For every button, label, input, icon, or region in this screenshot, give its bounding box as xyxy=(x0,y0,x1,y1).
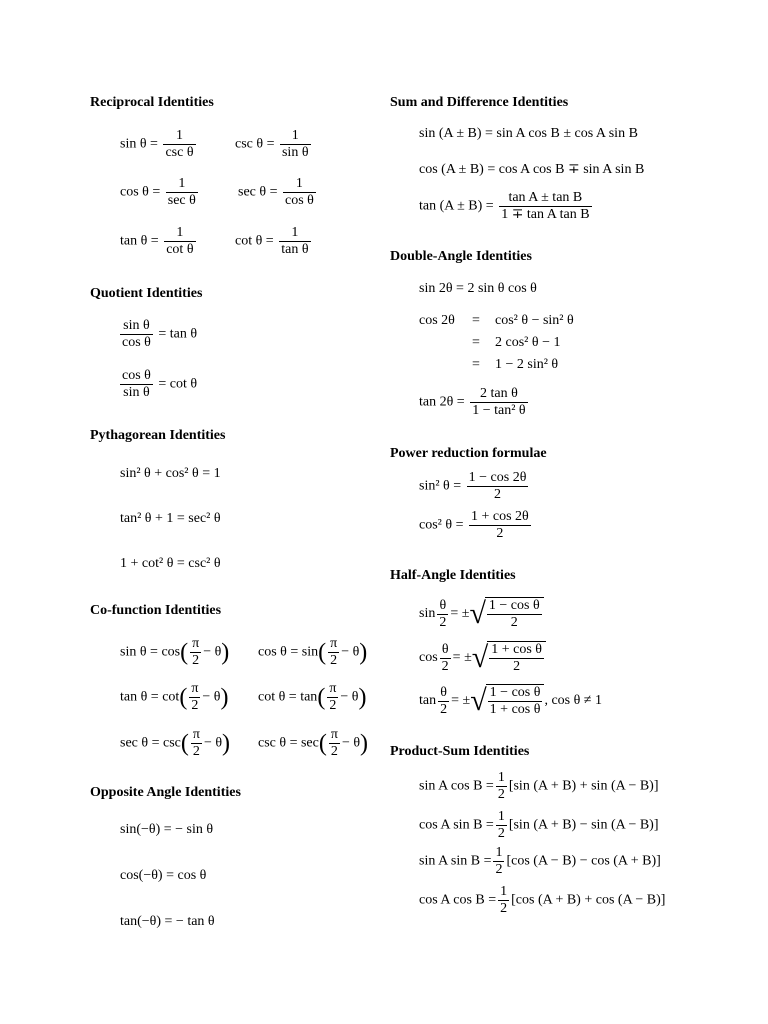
radicand xyxy=(485,597,544,631)
half-cos xyxy=(419,641,546,675)
frac-num: θ xyxy=(439,597,447,613)
paren-open: ( xyxy=(317,684,326,711)
paren-close: ) xyxy=(359,639,368,666)
cofunction-row-1-right xyxy=(258,636,367,669)
eq-lhs: sin θ = cos xyxy=(120,644,181,660)
paren-open: ( xyxy=(180,639,189,666)
pythagorean-row-2: tan² θ + 1 = sec² θ xyxy=(120,511,221,526)
frac-den: 2 xyxy=(190,652,201,669)
frac-den: 1 − tan² θ xyxy=(472,403,526,418)
eq-lhs: cos θ = sin xyxy=(258,644,319,660)
paren-open: ( xyxy=(179,684,188,711)
fraction xyxy=(280,128,311,161)
power-row-2 xyxy=(419,509,533,542)
frac-num: 1 + cos 2θ xyxy=(470,509,529,524)
frac-num: π xyxy=(192,636,200,651)
frac-num: 1 xyxy=(497,809,505,824)
frac-den: 2 xyxy=(500,901,508,916)
frac-num: π xyxy=(330,636,338,651)
double-cos-lhs: cos 2θ xyxy=(419,313,455,328)
frac-num: 1 xyxy=(176,225,184,240)
frac-den: 2 xyxy=(189,697,200,714)
minus-theta: − θ xyxy=(341,735,361,751)
radical xyxy=(472,641,546,675)
pm-sign: = ± xyxy=(450,606,470,622)
double-eq-3: = xyxy=(472,357,480,372)
half-tan xyxy=(419,684,602,718)
eq-lhs: cot θ = tan xyxy=(258,689,318,705)
paren-open: ( xyxy=(180,730,189,757)
frac-num: 1 xyxy=(178,176,186,191)
fraction xyxy=(438,685,449,718)
fn-name: sin xyxy=(419,606,436,622)
fraction xyxy=(499,190,591,223)
product-row-3 xyxy=(419,845,661,878)
frac-den: tan θ xyxy=(281,242,309,257)
paren-open: ( xyxy=(318,730,327,757)
fraction xyxy=(437,598,448,631)
reciprocal-row-2-right xyxy=(238,176,318,209)
section-title-product: Product-Sum Identities xyxy=(390,744,530,759)
frac-den: 2 xyxy=(191,743,202,760)
section-title-sumdiff: Sum and Difference Identities xyxy=(390,95,569,110)
frac-num: cos θ xyxy=(122,368,151,383)
fn-name: tan xyxy=(419,693,437,709)
frac-num: π xyxy=(329,681,337,696)
section-title-half: Half-Angle Identities xyxy=(390,568,516,583)
eq-lhs: cos A cos B = xyxy=(419,892,497,908)
eq-lhs: sin A sin B = xyxy=(419,853,492,869)
minus-theta: − θ xyxy=(202,689,221,705)
condition: , cos θ ≠ 1 xyxy=(544,693,602,709)
eq-rhs: = tan θ xyxy=(158,326,198,342)
frac-num: 1 − cos θ xyxy=(488,598,540,613)
radical xyxy=(469,597,543,631)
pm-sign: = ± xyxy=(451,693,471,709)
pythagorean-row-3: 1 + cot² θ = csc² θ xyxy=(120,556,221,571)
paren-close: ) xyxy=(220,684,229,711)
frac-den: 1 ∓ tan A tan B xyxy=(501,207,590,222)
frac-num: θ xyxy=(440,684,447,700)
frac-num: sin θ xyxy=(123,318,150,333)
fraction xyxy=(164,225,195,258)
eq-rhs: [sin (A + B) − sin (A − B)] xyxy=(508,817,659,833)
double-cos-row-3: 1 − 2 sin² θ xyxy=(495,357,559,372)
fraction xyxy=(493,845,504,878)
section-title-reciprocal: Reciprocal Identities xyxy=(90,95,214,110)
sqrt-icon: √ xyxy=(469,597,486,630)
radicand xyxy=(486,684,545,718)
frac-den: 2 xyxy=(439,614,447,630)
frac-den: sec θ xyxy=(167,193,196,208)
double-tan xyxy=(419,386,530,419)
quotient-row-1 xyxy=(118,318,197,351)
frac-den: cos θ xyxy=(122,335,151,350)
frac-num: 1 xyxy=(500,884,508,899)
fraction xyxy=(440,642,451,675)
product-row-2 xyxy=(419,809,659,842)
frac-den: 2 xyxy=(497,787,505,802)
frac-num: 1 − cos θ xyxy=(489,685,541,700)
fraction xyxy=(190,636,201,669)
fraction xyxy=(279,225,310,258)
fraction xyxy=(163,128,195,161)
sqrt-icon: √ xyxy=(470,684,487,717)
paren-open: ( xyxy=(318,639,327,666)
paren-close: ) xyxy=(222,730,231,757)
paren-close: ) xyxy=(360,730,369,757)
frac-den: 2 xyxy=(467,486,529,503)
quotient-row-2 xyxy=(118,368,197,401)
fraction xyxy=(327,681,338,714)
eq-lhs: sin² θ = xyxy=(419,478,462,494)
reciprocal-row-1-left xyxy=(120,128,198,161)
frac-den: 2 xyxy=(327,697,338,714)
fraction xyxy=(166,176,198,209)
fraction xyxy=(498,884,509,917)
radicand xyxy=(487,641,546,675)
eq-lhs: cos² θ = xyxy=(419,517,464,533)
minus-theta: − θ xyxy=(203,735,223,751)
fn-name: cos xyxy=(419,650,438,666)
double-cos-row-2: 2 cos² θ − 1 xyxy=(495,335,561,350)
frac-den: 2 xyxy=(328,652,339,669)
section-title-power: Power reduction formulae xyxy=(390,446,547,461)
fraction xyxy=(283,176,316,209)
opposite-row-1: sin(−θ) = − sin θ xyxy=(120,822,214,837)
frac-den: 2 xyxy=(329,743,340,760)
cofunction-row-3-right xyxy=(258,727,368,760)
frac-num: θ xyxy=(441,641,449,657)
frac-num: 1 + cos θ xyxy=(491,642,542,657)
opposite-row-2: cos(−θ) = cos θ xyxy=(120,868,207,883)
fraction xyxy=(469,509,531,542)
fraction xyxy=(329,727,340,760)
power-row-1 xyxy=(419,470,530,503)
cofunction-row-2-right xyxy=(258,681,367,714)
frac-den: 2 xyxy=(469,525,531,542)
paren-close: ) xyxy=(221,639,230,666)
frac-den: sin θ xyxy=(120,384,153,401)
eq-lhs: sin A cos B = xyxy=(419,778,494,794)
frac-num: 1 xyxy=(495,845,503,860)
frac-den: 2 xyxy=(440,701,448,717)
frac-num: 1 xyxy=(291,225,299,240)
frac-den: csc θ xyxy=(165,145,194,160)
frac-num: π xyxy=(191,681,199,696)
frac-den: 2 xyxy=(441,658,449,674)
frac-num: 2 tan θ xyxy=(480,386,518,401)
fraction xyxy=(489,642,544,675)
reciprocal-row-3-right xyxy=(235,225,313,258)
eq-lhs: sec θ = xyxy=(238,184,278,200)
frac-den: 2 xyxy=(495,862,503,877)
cofunction-row-1-left xyxy=(120,636,229,669)
minus-theta: − θ xyxy=(203,644,222,660)
sumdiff-cos: cos (A ± B) = cos A cos B ∓ sin A sin B xyxy=(419,162,645,177)
fraction xyxy=(470,386,527,419)
fraction xyxy=(120,318,153,351)
reciprocal-row-1-right xyxy=(235,128,313,161)
eq-lhs: sin θ = xyxy=(120,136,158,152)
product-row-4 xyxy=(419,884,665,917)
eq-lhs: tan 2θ = xyxy=(419,394,465,410)
eq-lhs: cos θ = xyxy=(120,184,161,200)
eq-rhs: [cos (A + B) + cos (A − B)] xyxy=(511,892,666,908)
cofunction-row-3-left xyxy=(120,727,230,760)
frac-num: 1 xyxy=(176,128,183,143)
frac-num: 1 − cos 2θ xyxy=(468,470,527,485)
frac-num: 1 xyxy=(295,176,303,191)
fraction xyxy=(328,636,339,669)
section-title-quotient: Quotient Identities xyxy=(90,286,203,301)
fraction xyxy=(189,681,200,714)
double-eq-2: = xyxy=(472,335,480,350)
sumdiff-sin: sin (A ± B) = sin A cos B ± cos A sin B xyxy=(419,126,638,141)
frac-den: 2 xyxy=(487,614,542,631)
paren-close: ) xyxy=(358,684,367,711)
frac-num: 1 xyxy=(291,128,299,143)
frac-num: π xyxy=(330,727,338,742)
product-row-1 xyxy=(419,770,659,803)
minus-theta: − θ xyxy=(341,644,360,660)
reciprocal-row-2-left xyxy=(120,176,200,209)
frac-den: cot θ xyxy=(166,242,194,257)
fraction xyxy=(488,685,543,718)
fraction xyxy=(496,809,507,842)
frac-num: tan A ± tan B xyxy=(508,190,583,205)
double-eq-1: = xyxy=(472,313,480,328)
frac-den: 1 + cos θ xyxy=(489,702,541,717)
opposite-row-3: tan(−θ) = − tan θ xyxy=(120,914,215,929)
eq-lhs: cot θ = xyxy=(235,233,274,249)
minus-theta: − θ xyxy=(340,689,359,705)
eq-lhs: tan θ = cot xyxy=(120,689,180,705)
pythagorean-row-1: sin² θ + cos² θ = 1 xyxy=(120,466,221,481)
reciprocal-row-3-left xyxy=(120,225,198,258)
eq-rhs: [cos (A − B) − cos (A + B)] xyxy=(506,853,661,869)
cofunction-row-2-left xyxy=(120,681,229,714)
section-title-opposite: Opposite Angle Identities xyxy=(90,785,241,800)
half-sin xyxy=(419,597,544,631)
eq-lhs: cos A sin B = xyxy=(419,817,494,833)
frac-num: π xyxy=(192,727,200,742)
frac-den: 2 xyxy=(489,658,544,675)
fraction xyxy=(487,598,542,631)
fraction xyxy=(496,770,507,803)
section-title-double: Double-Angle Identities xyxy=(390,249,532,264)
eq-lhs: sec θ = csc xyxy=(120,735,181,751)
eq-lhs: csc θ = sec xyxy=(258,735,319,751)
section-title-pythagorean: Pythagorean Identities xyxy=(90,428,226,443)
double-sin: sin 2θ = 2 sin θ cos θ xyxy=(419,281,537,296)
fraction xyxy=(191,727,202,760)
sqrt-icon: √ xyxy=(471,641,489,674)
eq-rhs: [sin (A + B) + sin (A − B)] xyxy=(508,778,659,794)
section-title-cofunction: Co-function Identities xyxy=(90,603,222,618)
frac-den: 2 xyxy=(497,826,505,841)
frac-num: 1 xyxy=(497,770,505,785)
pm-sign: = ± xyxy=(452,650,472,666)
eq-lhs: tan θ = xyxy=(120,233,159,249)
sumdiff-tan xyxy=(419,190,594,223)
eq-lhs: csc θ = xyxy=(235,136,275,152)
eq-rhs: = cot θ xyxy=(158,376,198,392)
fraction xyxy=(467,470,529,503)
double-cos-row-1: cos² θ − sin² θ xyxy=(495,313,574,328)
radical xyxy=(470,684,544,718)
fraction xyxy=(120,368,153,401)
frac-den: cos θ xyxy=(284,193,314,208)
frac-den: sin θ xyxy=(281,145,309,160)
eq-lhs: tan (A ± B) = xyxy=(419,198,494,214)
